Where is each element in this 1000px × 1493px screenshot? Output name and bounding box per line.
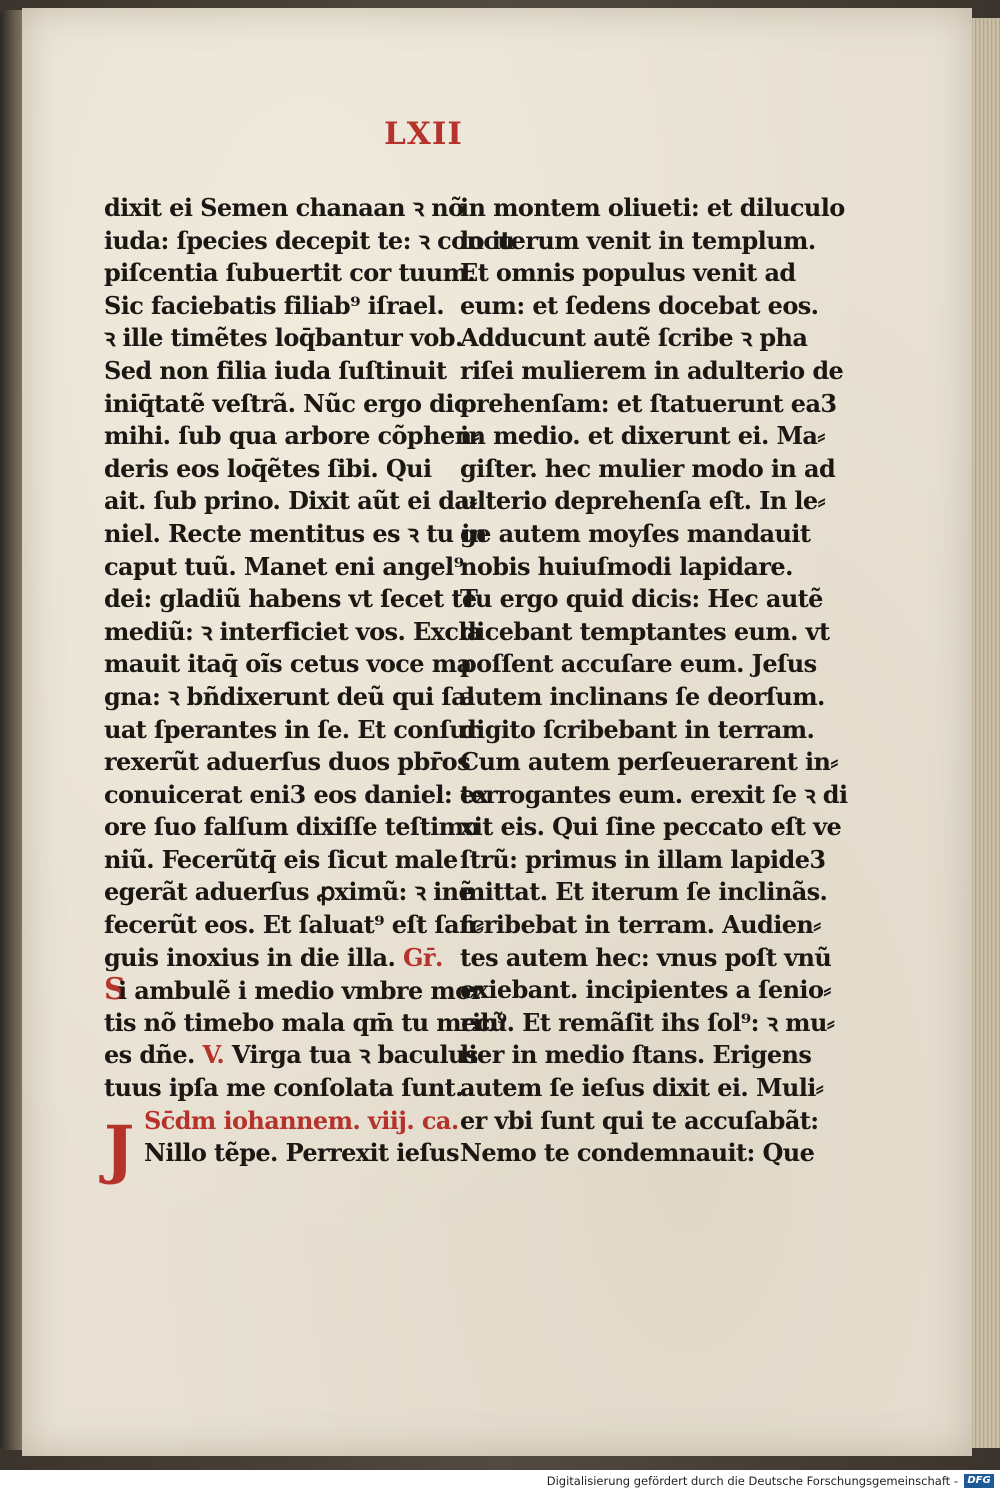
text-line	[460, 779, 848, 812]
text-line	[104, 681, 475, 714]
text-line	[460, 225, 816, 258]
text-line	[104, 1007, 507, 1040]
text-line	[104, 551, 464, 584]
text-line	[460, 746, 838, 779]
line-text: guis inoxius in die illa.	[104, 942, 396, 972]
line-text: ait. ſub prino. Dixit aũt ei da⸗	[104, 486, 477, 516]
text-line	[460, 942, 832, 975]
text-line	[460, 714, 815, 747]
text-line	[460, 322, 808, 355]
text-line	[104, 811, 479, 844]
text-line	[460, 811, 842, 844]
text-line	[104, 779, 489, 812]
rubric-initial-small: S	[104, 972, 126, 1008]
text-line	[460, 1007, 835, 1040]
text-line	[460, 648, 817, 681]
line-text: ꝛ ille timẽtes loq̄bantur vob.	[104, 323, 463, 353]
line-text: tes autem hec: vnus poſt vnũ	[460, 942, 832, 972]
text-line	[104, 1137, 459, 1170]
line-text: niũ. Fecerũtq̄ eis ſicut male	[104, 844, 458, 874]
line-text: conuicerat eni3 eos daniel: ex	[104, 779, 489, 809]
line-text: autem ſe ieſus dixit ei. Muli⸗	[460, 1073, 824, 1103]
line-text: rib⁹. Et remãſit ihs ſol⁹: ꝛ mu⸗	[460, 1007, 835, 1037]
line-text: Adducunt autẽ ſcribe ꝛ pha	[460, 323, 808, 353]
line-text: dixit ei Semen chanaan ꝛ nõ	[104, 193, 464, 222]
rubric-versicle: V.	[194, 1040, 232, 1070]
text-line	[104, 1039, 478, 1072]
text-line	[460, 1072, 824, 1105]
line-text: ſcribebat in terram. Audien⸗	[460, 910, 821, 940]
text-line	[460, 420, 825, 453]
text-line	[104, 257, 476, 290]
line-text: dicebant temptantes eum. vt	[460, 616, 830, 646]
text-line	[104, 453, 434, 486]
text-line	[104, 909, 484, 942]
folio-number: LXII	[384, 116, 463, 152]
line-text: lier in medio ſtans. Erigens	[460, 1040, 812, 1070]
line-text: giſter. hec mulier modo in ad	[460, 453, 836, 483]
line-text: xit eis. Qui ſine peccato eſt ve	[460, 812, 842, 842]
line-text: ge autem moyſes mandauit	[460, 518, 811, 548]
page-stack-edge	[972, 18, 1000, 1448]
text-line	[104, 876, 474, 909]
text-line	[460, 974, 831, 1007]
right-column	[460, 192, 848, 1170]
text-line	[104, 1105, 459, 1138]
text-line	[104, 1072, 463, 1105]
line-text: prehenſam: et ſtatuerunt ea3	[460, 388, 837, 418]
text-line	[460, 192, 845, 225]
text-line	[104, 844, 458, 877]
line-text: i ambulẽ i medio vmbre mor	[118, 976, 483, 1006]
text-line	[104, 355, 447, 388]
line-text: er vbi ſunt qui te accuſabãt:	[460, 1105, 819, 1135]
line-text: exiebant. incipientes a ſenio⸗	[460, 975, 831, 1005]
line-text: tuus ipſa me conſolata ſunt.	[104, 1073, 463, 1103]
line-text: deris eos loq̄ẽtes ſibi. Qui	[104, 453, 432, 483]
line-text: eum: et ſedens docebat eos.	[460, 290, 819, 320]
text-line	[460, 257, 796, 290]
text-line	[460, 518, 811, 551]
text-line	[104, 225, 515, 258]
line-text: Tu ergo quid dicis: Hec autẽ	[460, 584, 823, 614]
text-line	[460, 355, 844, 388]
text-line	[460, 1039, 812, 1072]
line-text: iniq̄tatẽ veſtrã. Nũc ergo dic	[104, 388, 468, 418]
rubric-heading: Sc̄dm iohannem. viij. ca.	[144, 1105, 459, 1135]
text-line	[104, 972, 483, 1008]
text-line	[460, 844, 826, 877]
text-line	[104, 942, 443, 975]
text-line	[104, 192, 464, 225]
line-text: riſei mulierem in adulterio de	[460, 355, 844, 385]
line-text: Et omnis populus venit ad	[460, 258, 796, 288]
text-line	[460, 485, 825, 518]
line-text: Cum autem perſeuerarent in⸗	[460, 747, 838, 777]
text-line	[104, 420, 479, 453]
line-text: ore ſuo falſum dixiſſe teſtimo	[104, 812, 479, 842]
line-text: Sic faciebatis filiab⁹ iſrael.	[104, 290, 444, 320]
line-text: autem inclinans ſe deorſum.	[460, 681, 825, 711]
line-text: Nillo tẽpe. Perrexit ieſus	[144, 1138, 459, 1168]
text-line	[460, 1137, 815, 1170]
line-text: gna: ꝛ bñdixerunt deũ qui ſal	[104, 681, 475, 711]
rubric-initial: J	[104, 1112, 135, 1187]
text-line	[460, 681, 825, 714]
line-text: egerãt aduerſus ꝓximũ: ꝛ inẽ	[104, 877, 474, 907]
line-text: rexerũt aduerſus duos pbr̄os	[104, 747, 470, 777]
line-text: dei: gladiũ habens vt ſecet te	[104, 584, 477, 614]
text-line	[460, 453, 836, 486]
line-text: nobis huiuſmodi lapidare.	[460, 551, 793, 581]
text-line	[460, 290, 819, 323]
line-text: in montem oliueti: et diluculo	[460, 193, 845, 222]
line-text: niel. Recte mentitus es ꝛ tu in	[104, 518, 487, 548]
line-text: in medio. et dixerunt ei. Ma⸗	[460, 421, 825, 451]
text-line	[104, 322, 463, 355]
text-line	[104, 583, 477, 616]
text-line	[460, 583, 823, 616]
line-text: mediũ: ꝛ interficiet vos. Excla	[104, 616, 482, 646]
text-line	[104, 518, 487, 551]
line-text: ſtrũ: primus in illam lapide3	[460, 844, 826, 874]
line-text: mittat. Et iterum ſe inclinãs.	[460, 877, 828, 907]
text-line	[460, 1105, 819, 1138]
text-line	[460, 909, 821, 942]
line-text: es dñe.	[104, 1040, 195, 1070]
text-line	[104, 485, 477, 518]
left-column	[104, 192, 515, 1170]
text-line	[460, 876, 828, 909]
line-text: ulterio deprehenſa eſt. In le⸗	[460, 486, 825, 516]
line-text: caput tuũ. Manet eni angel⁹	[104, 551, 464, 581]
line-text-tail: Virga tua ꝛ baculus	[231, 1040, 478, 1070]
text-line	[104, 648, 472, 681]
text-line	[104, 746, 470, 779]
line-text: uat ſperantes in ſe. Et conſur	[104, 714, 479, 744]
line-text: Nemo te condemnauit: Que	[460, 1138, 815, 1168]
rubric-marker: Gr̄.	[395, 942, 443, 972]
line-text: lo iterum venit in templum.	[460, 225, 816, 255]
line-text: digito ſcribebant in terram.	[460, 714, 815, 744]
line-text: tis nõ timebo mala qm̄ tu mecũ	[104, 1007, 507, 1037]
funding-notice: Digitalisierung gefördert durch die Deutsche Forschungsgemeinschaft -	[546, 1474, 958, 1488]
text-line	[104, 388, 468, 421]
line-text: mauit itaq̄ oĩs cetus voce ma	[104, 649, 472, 679]
line-text: iuda: ſpecies decepit te: ꝛ concu	[104, 225, 515, 255]
text-line	[460, 388, 837, 421]
line-text: fecerũt eos. Et ſaluat⁹ eſt ſan⸗	[104, 910, 484, 940]
text-line	[460, 551, 793, 584]
text-line	[460, 616, 830, 649]
text-line	[104, 714, 479, 747]
line-text: terrogantes eum. erexit ſe ꝛ di	[460, 779, 848, 809]
footer-bar	[0, 1470, 1000, 1493]
dfg-logo-icon: DFG	[964, 1474, 994, 1488]
text-line	[104, 290, 444, 323]
line-text: Sed non filia iuda ſuſtinuit	[104, 355, 447, 385]
line-text: poſſent accuſare eum. Jeſus	[460, 649, 817, 679]
text-line	[104, 616, 482, 649]
line-text: mihi. ſub qua arbore cõphen⸗	[104, 421, 479, 451]
line-text: piſcentia ſubuertit cor tuum.	[104, 258, 476, 288]
